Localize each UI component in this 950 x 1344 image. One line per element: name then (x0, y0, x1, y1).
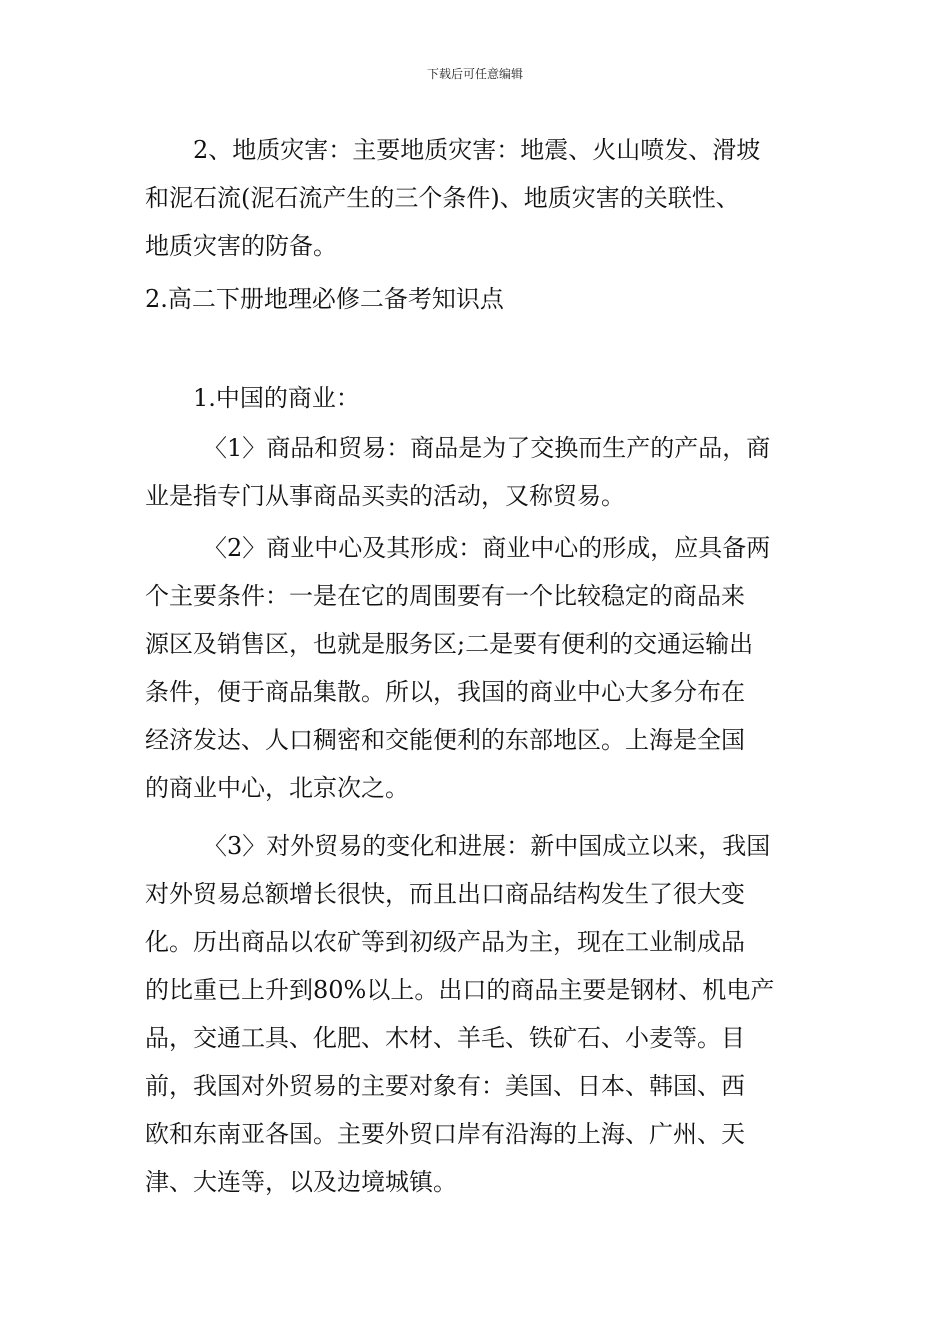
paragraph-commercial-center (145, 524, 810, 812)
text-line: 对外贸易总额增长很快，而且出口商品结构发生了很大变 (145, 880, 745, 908)
text-line: 经济发达、人口稠密和交能便利的东部地区。上海是全国 (145, 726, 745, 754)
page-header: 下载后可任意编辑 (426, 67, 523, 81)
text-line: 和泥石流(泥石流产生的三个条件)、地质灾害的关联性、 (145, 184, 740, 212)
text-line: 欧和东南亚各国。主要外贸口岸有沿海的上海、广州、天 (145, 1120, 745, 1148)
text-line: 的比重已上升到80%以上。出口的商品主要是钢材、机电产 (145, 976, 775, 1004)
section-heading (145, 275, 810, 323)
text-line: 〈1〉商品和贸易：商品是为了交换而生产的产品，商 (203, 434, 771, 462)
paragraph-goods-and-trade (145, 424, 810, 520)
text-line: 的商业中心，北京次之。 (145, 774, 409, 802)
text-line: 1.中国的商业： (193, 384, 360, 412)
text-line: 个主要条件：一是在它的周围要有一个比较稳定的商品来 (145, 582, 745, 610)
text-line: 源区及销售区，也就是服务区;二是要有便利的交通运输出 (145, 630, 754, 658)
subsection-title (145, 374, 810, 422)
paragraph-foreign-trade (145, 822, 810, 1206)
text-line: 〈2〉商业中心及其形成：商业中心的形成，应具备两 (203, 534, 771, 562)
text-line: 业是指专门从事商品买卖的活动，又称贸易。 (145, 482, 625, 510)
text-line: 品，交通工具、化肥、木材、羊毛、铁矿石、小麦等。目 (145, 1024, 745, 1052)
text-line: 津、大连等，以及边境城镇。 (145, 1168, 457, 1196)
text-line: 化。历出商品以农矿等到初级产品为主，现在工业制成品 (145, 928, 745, 956)
paragraph-geological-hazards (145, 126, 810, 270)
text-line: 2、地质灾害：主要地质灾害：地震、火山喷发、滑坡 (193, 136, 761, 164)
heading-line: 2.高二下册地理必修二备考知识点 (145, 285, 504, 313)
text-line: 地质灾害的防备。 (145, 232, 337, 260)
text-line: 条件，便于商品集散。所以，我国的商业中心大多分布在 (145, 678, 745, 706)
text-line: 前，我国对外贸易的主要对象有：美国、日本、韩国、西 (145, 1072, 745, 1100)
text-line: 〈3〉对外贸易的变化和进展：新中国成立以来，我国 (203, 832, 771, 860)
